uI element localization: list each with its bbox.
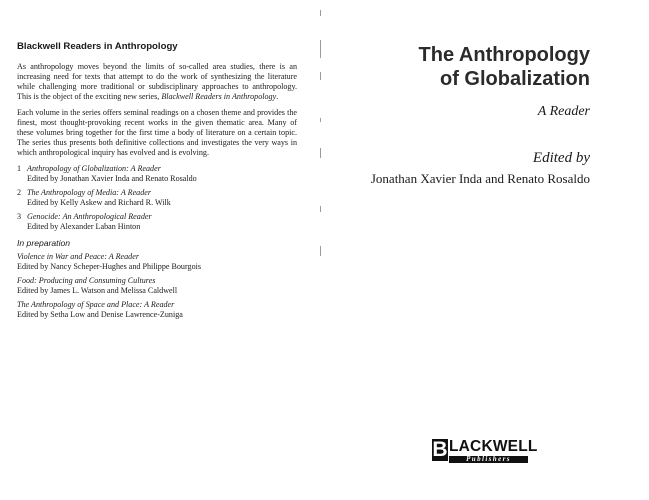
volume-number: 3 [17,212,22,221]
preparation-editors: Edited by Setha Low and Denise Lawrence-Zuniga [17,310,183,319]
volume-editors: Edited by Jonathan Xavier Inda and Renato Rosaldo [27,174,197,183]
publisher-logo-word: LACKWELL [449,438,538,455]
volume-title: The Anthropology of Media: A Reader [27,188,152,197]
book-editors: Jonathan Xavier Inda and Renato Rosaldo [370,171,590,186]
page-gutter [320,10,321,270]
volume-editors: Edited by Alexander Laban Hinton [27,222,141,231]
volume-number: 2 [17,188,22,197]
publisher-logo-letter: B [432,438,448,461]
volume-number: 1 [17,164,22,173]
intro-text: As anthropology moves beyond the limits of so-called area studies, there is an increasing need for texts that attempt to do the work of synthesizing the literature while challenging more traditional or subdisciplinary approaches to anthropology. This is the object of the exciting new series, [17,62,297,101]
volume-item [17,188,297,208]
preparation-item [17,300,297,320]
in-preparation-heading: In preparation [17,238,71,248]
book-title-line: of Globalization [440,68,590,90]
preparation-item [17,252,297,272]
series-page [17,42,297,324]
preparation-title: Violence in War and Peace: A Reader [17,252,139,261]
volume-item [17,212,297,232]
preparation-title: The Anthropology of Space and Place: A Reader [17,300,175,309]
volume-title: Anthropology of Globalization: A Reader [27,164,161,173]
preparation-editors: Edited by Nancy Scheper-Hughes and Philippe Bourgois [17,262,202,271]
book-title [350,43,590,91]
book-title-line: The Anthropology [418,44,590,66]
publisher-logo-tag: Publishers [449,456,528,463]
book-subtitle: A Reader [537,104,590,119]
preparation-item [17,276,297,296]
series-name-italic: Blackwell Readers in Anthropology [161,92,277,101]
edited-by-label: Edited by [532,150,590,166]
volume-item [17,164,297,184]
preparation-title: Food: Producing and Consuming Cultures [17,276,156,285]
preparation-editors: Edited by James L. Watson and Melissa Caldwell [17,286,178,295]
volume-title: Genocide: An Anthropological Reader [27,212,152,221]
series-description-paragraph: Each volume in the series offers seminal readings on a chosen theme and provides the finest, most thought-provoking recent works in the given thematic area. Many of these volumes bring together for the first time a body of literature on a certain topic. The series thus presents both definitive collections and investigates the very ways in which anthropological inquiry has evolved and is evolving. [17,108,297,157]
volume-editors: Edited by Kelly Askew and Richard R. Wilk [27,198,171,207]
volume-list [17,164,297,232]
series-intro-paragraph [17,62,297,102]
series-title: Blackwell Readers in Anthropology [17,41,178,52]
intro-text-end: . [276,92,279,101]
